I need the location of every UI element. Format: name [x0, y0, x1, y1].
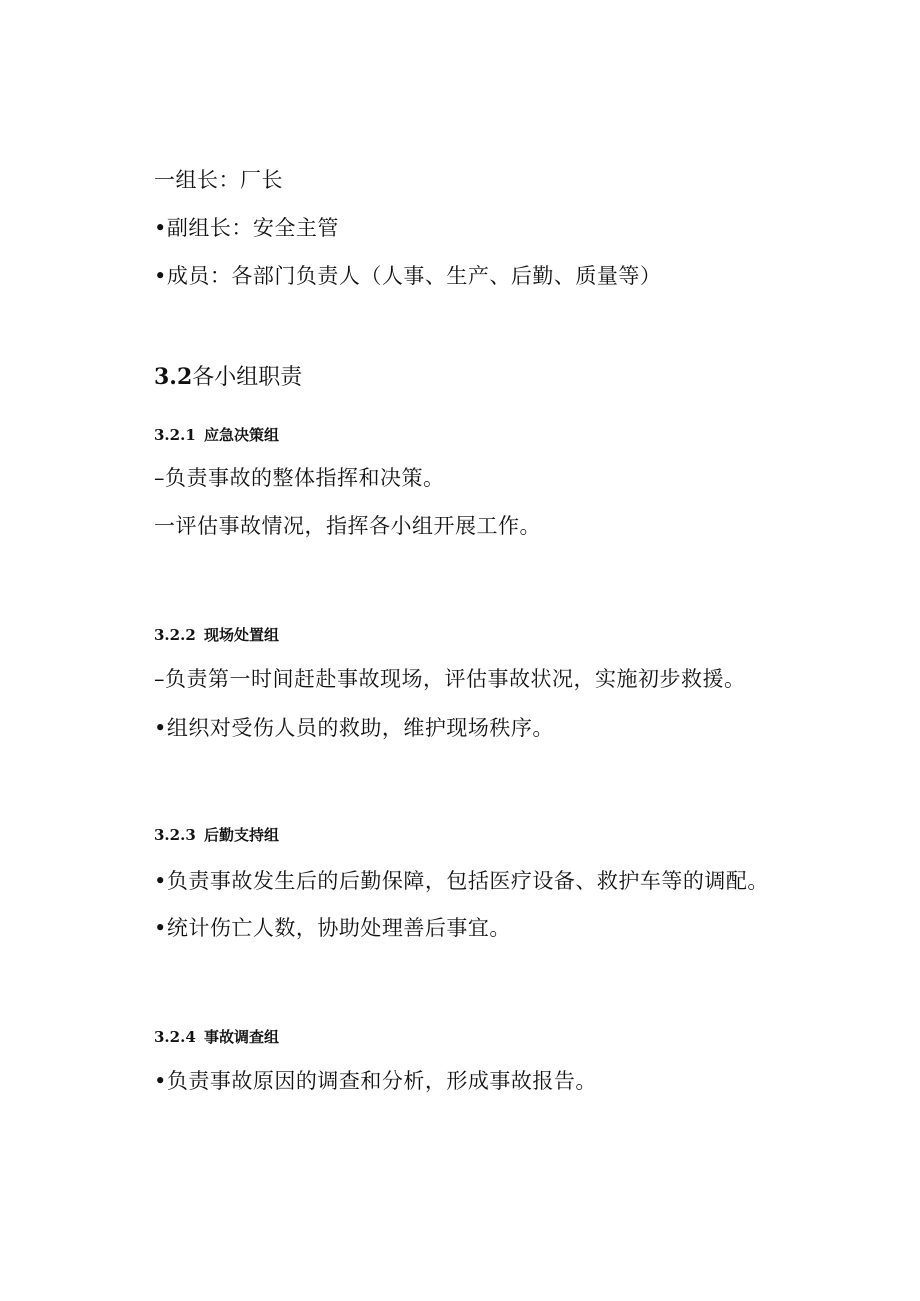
- group-item: •负责事故原因的调查和分析，形成事故报告。: [154, 1069, 597, 1093]
- group-number: 3.2.4: [154, 1028, 196, 1046]
- section-title: 各小组职责: [192, 365, 303, 390]
- group-item: –负责事故的整体指挥和决策。: [154, 466, 445, 490]
- group-heading: [154, 1026, 279, 1048]
- group-item: •负责事故发生后的后勤保障，包括医疗设备、救护车等的调配。: [154, 869, 769, 893]
- group-item: 一评估事故情况，指挥各小组开展工作。: [154, 514, 541, 538]
- group-title: 后勤支持组: [204, 826, 280, 844]
- group-title: 现场处置组: [204, 626, 280, 644]
- group-heading: [154, 824, 279, 846]
- group-title: 事故调查组: [204, 1028, 280, 1046]
- group-item: •组织对受伤人员的救助，维护现场秩序。: [154, 716, 554, 740]
- leader-line: 一组长：厂长: [154, 168, 283, 192]
- deputy-leader-line: •副组长：安全主管: [154, 216, 339, 240]
- members-line: •成员：各部门负责人（人事、生产、后勤、质量等）: [154, 264, 662, 288]
- group-heading: [154, 624, 279, 646]
- group-item: •统计伤亡人数，协助处理善后事宜。: [154, 916, 511, 940]
- group-number: 3.2.1: [154, 426, 196, 444]
- group-number: 3.2.3: [154, 826, 196, 844]
- section-number: 3.2: [154, 364, 193, 390]
- group-title: 应急决策组: [204, 426, 280, 444]
- group-item: –负责第一时间赶赴事故现场，评估事故状况，实施初步救援。: [154, 667, 746, 691]
- group-number: 3.2.2: [154, 626, 196, 644]
- group-heading: [154, 424, 279, 446]
- section-heading: [154, 362, 302, 393]
